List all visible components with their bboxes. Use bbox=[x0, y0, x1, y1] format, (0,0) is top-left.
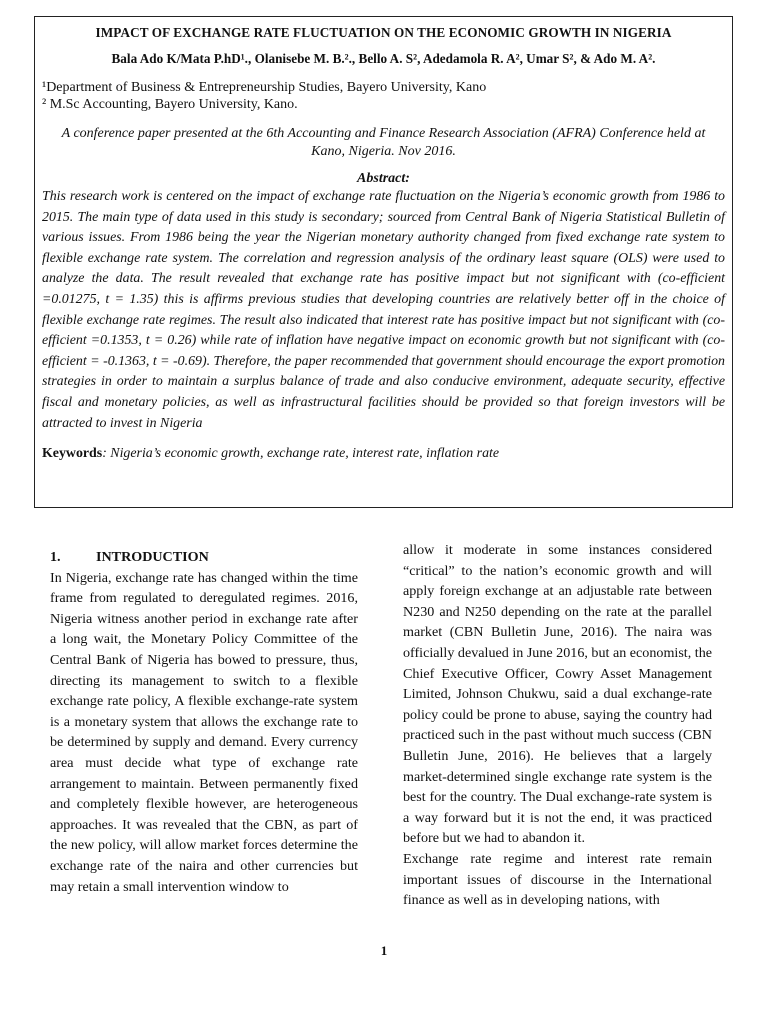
intro-paragraph-right-2: Exchange rate regime and interest rate remain important issues of discourse in the International finance as well as in developing nations, with bbox=[403, 850, 712, 909]
paper-title: IMPACT OF EXCHANGE RATE FLUCTUATION ON THE ECONOMIC GROWTH IN NIGERIA bbox=[95, 25, 672, 40]
section-heading bbox=[50, 547, 358, 568]
section-number: 1. bbox=[50, 549, 61, 565]
abstract-heading: Abstract: bbox=[357, 171, 410, 186]
section-title: INTRODUCTION bbox=[96, 549, 209, 565]
keywords-line bbox=[42, 446, 725, 462]
affiliation-2: ² M.Sc Accounting, Bayero University, Kano. bbox=[42, 97, 298, 112]
abstract-text: This research work is centered on the impact of exchange rate fluctuation on the Nigeria’s economic growth from 1986 to 2015. The main type of data used in this study is secondary; sourced from Central Bank of Nigeria Statistical Bulletin of various issues. From 1986 being the year the Nigerian monetary authority changed from fixed exchange rate system to flexible exchange rate system. The correlation and regression analysis of the ordinary least square (OLS) were used to analyze the data. The result revealed that exchange rate has positive impact but not significant with (co-efficient =0.01275, t = 1.35) this is affirms previous studies that developing countries are relatively better off in the choice of flexible exchange rate regimes. The result also indicated that interest rate has positive impact but not significant with (co-efficient =0.1353, t = 0.26) while rate of inflation have negative impact on economic growth but not significant with (co-efficient = -0.1363, t = -0.69). Therefore, the paper recommended that government should encourage the export promotion strategies in order to maintain a surplus balance of trade and also conducive environment, adequate security, effective fiscal and monetary policies, as well as infrastructural facilities should be provided so that foreign investors will be attracted to invest in Nigeria bbox=[42, 189, 725, 431]
intro-paragraph-left: In Nigeria, exchange rate has changed within the time frame from regulated to deregulated regimes. 2016, Nigeria witness another period in exchange rate after a long wait, the Monetary Policy Committee of the Central Bank of Nigeria has bowed to pressure, thus, directing its management to switch to a flexible exchange rate policy, A flexible exchange-rate system is a monetary system that allows the exchange rate to be determined by supply and demand. Every currency area must decide what type of exchange rate arrangement to maintain. Between permanently fixed and completely flexible however, are heterogeneous approaches. It was revealed that the CBN, as part of the new policy, will allow market forces determine the exchange rate of the naira and other currencies but may retain a small intervention window to bbox=[50, 569, 358, 895]
affiliation-1: ¹Department of Business & Entrepreneurship Studies, Bayero University, Kano bbox=[42, 80, 487, 95]
intro-paragraph-right-1: allow it moderate in some instances considered “critical” to the nation’s economic growth and will apply foreign exchange at an adjustable rate between N230 and N250 depending on the rate at the parallel market (CBN Bulletin June, 2016). The naira was officially devalued in June 2016, but an economist, the Chief Executive Officer, Cowry Asset Management Limited, Johnson Chukwu, said a dual exchange-rate policy could be prone to abuse, saying the country had practiced such in the past without much success (CBN Bulletin June, 2016). He believes that a largely market-determined single exchange rate system is the best for the country. The Dual exchange-rate system is a way forward but it is not the end, it was practiced before but we had to abandon it. bbox=[403, 542, 712, 847]
conference-note: A conference paper presented at the 6th Accounting and Finance Research Association (AFRA) Conference held at Kano, Nigeria. Nov 2016. bbox=[61, 126, 706, 159]
author-list: Bala Ado K/Mata P.hD¹., Olanisebe M. B.²., Bello A. S², Adedamola R. A², Umar S², & Ado M. A². bbox=[111, 51, 656, 66]
keywords-label: Keywords bbox=[42, 446, 103, 462]
page-number: 1 bbox=[380, 943, 388, 958]
front-matter-box bbox=[34, 16, 733, 508]
keywords-text: : Nigeria’s economic growth, exchange rate, interest rate, inflation rate bbox=[102, 446, 500, 462]
right-column bbox=[403, 540, 712, 911]
left-column bbox=[50, 547, 358, 897]
